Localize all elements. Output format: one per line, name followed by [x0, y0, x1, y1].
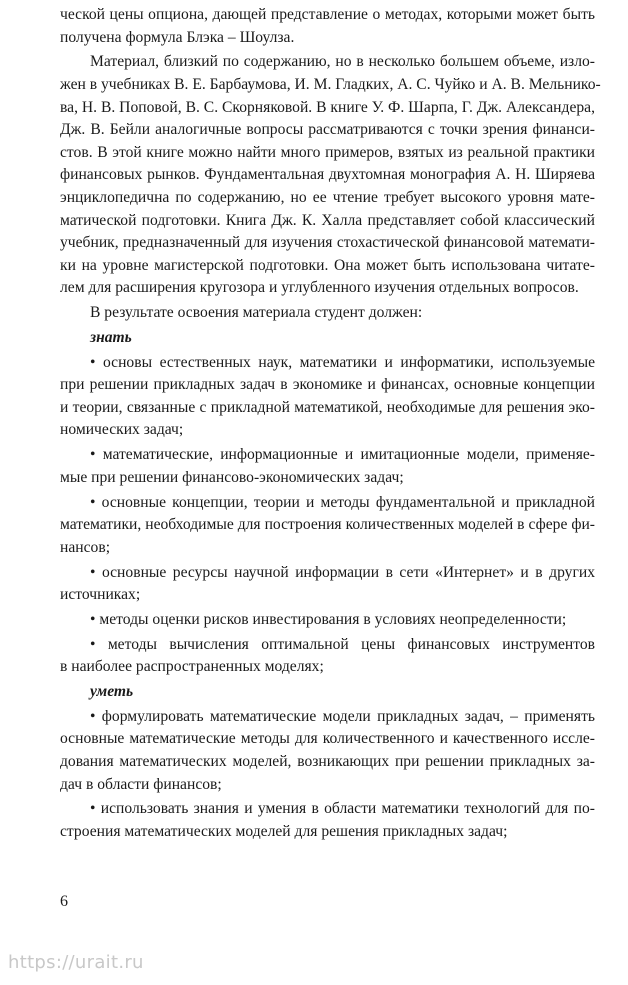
text-line: ческой цены опциона, дающей представление о методах, которыми может быть — [60, 6, 595, 23]
document-page — [60, 4, 601, 844]
know-heading: знать — [90, 328, 132, 346]
text-line: финансовых рынков. Фундаментальная двухтомная монография А. Н. Ширяева — [60, 166, 595, 184]
intro-paragraph — [60, 4, 595, 49]
text-line: ки на уровне магистерской подготовки. Она может быть использована читате- — [60, 256, 595, 274]
text-line: матической подготовки. Книга Дж. К. Халла представляет собой классический — [60, 211, 595, 229]
text-line: номических задач; — [60, 421, 184, 439]
materials-paragraph — [60, 51, 601, 300]
page-number: 6 — [60, 893, 68, 910]
text-line: • основные концепции, теории и методы фундаментальной и прикладной — [90, 493, 595, 511]
outcomes-intro: В результате освоения материала студент должен: — [90, 304, 423, 322]
text-line: • использовать знания и умения в области математики технологий для по- — [90, 800, 595, 818]
know-item — [60, 562, 595, 607]
text-line: ва, Н. В. Поповой, В. С. Скорняковой. В книге У. Ф. Шарпа, Г. Дж. Александера, — [60, 98, 595, 116]
know-item — [60, 609, 595, 632]
text-line: получена формула Блэка – Шоулза. — [60, 28, 295, 46]
text-line: • математические, информационные и имитационные модели, применяе- — [90, 446, 595, 464]
text-line: учебник, предназначенный для изучения стохастической финансовой математи- — [60, 234, 595, 252]
text-line: • методы оценки рисков инвестирования в условиях неопределенности; — [90, 610, 567, 628]
text-line: строения математических моделей для решения прикладных задач; — [60, 823, 508, 841]
text-line: математики, необходимые для построения количественных моделей в сфере фи- — [60, 516, 595, 534]
source-url-watermark: https://urait.ru — [8, 952, 144, 973]
text-line: дач в области финансов; — [60, 775, 222, 793]
text-line: энциклопедична по содержанию, но ее чтение требует высокого уровня мате- — [60, 188, 595, 206]
text-line: и теории, связанные с прикладной математикой, необходимые для решения эко- — [60, 398, 595, 416]
text-line: источниках; — [60, 586, 141, 604]
text-line: жен в учебниках В. Е. Барбаумова, И. М. Гладких, А. С. Чуйко и А. В. Мельнико- — [60, 75, 601, 93]
text-line: в наиболее распространенных моделях; — [60, 658, 324, 676]
know-item — [60, 352, 595, 442]
know-item — [60, 444, 595, 489]
text-line: лем для расширения кругозора и углубленного изучения отдельных вопросов. — [60, 279, 579, 297]
text-line: Материал, близкий по содержанию, но в несколько большем объеме, изло- — [90, 53, 595, 71]
know-item — [60, 492, 595, 560]
text-line: при решении прикладных задач в экономике и финансах, основные концепции — [60, 376, 595, 394]
know-item — [60, 634, 595, 679]
text-line: нансов; — [60, 538, 111, 556]
text-line: стов. В этой книге можно найти много примеров, взятых из реальной практики — [60, 143, 595, 161]
able-heading: уметь — [90, 683, 134, 701]
text-line: мые при решении финансово-экономических задач; — [60, 468, 404, 486]
text-line: дования математических моделей, возникающих при решении прикладных за- — [60, 753, 595, 771]
text-line: основные математические методы для количественного и качественного иссле- — [60, 730, 595, 748]
text-line: • формулировать математические модели прикладных задач, – применять — [90, 707, 595, 725]
text-line: • методы вычисления оптимальной цены финансовых инструментов — [90, 635, 595, 653]
able-item — [60, 706, 595, 796]
text-line: • основные ресурсы научной информации в сети «Интернет» и в других — [90, 563, 595, 581]
able-item — [60, 798, 595, 843]
text-line: • основы естественных наук, математики и информатики, используемые — [90, 353, 595, 371]
text-line: Дж. В. Бейли аналогичные вопросы рассматриваются с точки зрения финанси- — [60, 121, 595, 139]
